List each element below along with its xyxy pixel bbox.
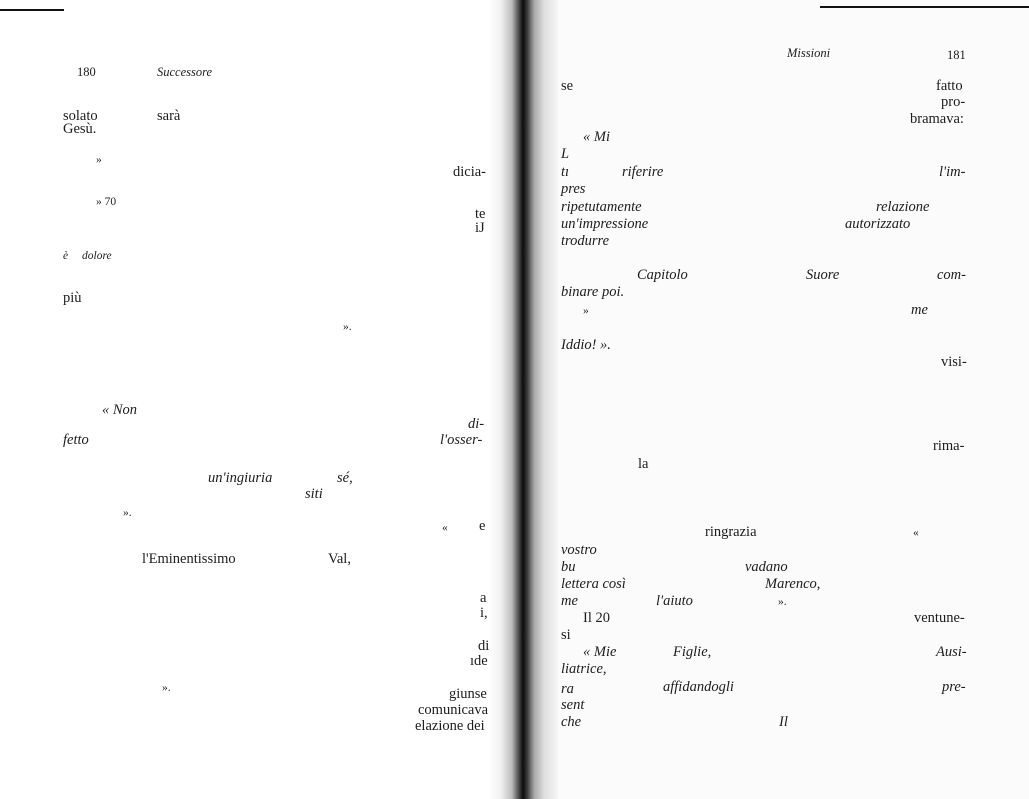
text-fragment: elazione dei [415, 718, 485, 734]
text-fragment: riferire [622, 164, 664, 180]
text-fragment: dolore [82, 250, 112, 262]
text-fragment: me [911, 302, 928, 318]
text-fragment: i, [480, 605, 488, 621]
text-fragment: liatrice, [561, 661, 607, 677]
text-fragment: sent [561, 697, 585, 713]
text-fragment: Suore [806, 267, 840, 283]
left-header-rule [0, 9, 64, 11]
text-fragment: » [96, 154, 102, 166]
text-fragment: vadano [745, 559, 788, 575]
text-fragment: ventune- [914, 610, 965, 626]
text-fragment: me [561, 593, 578, 609]
text-fragment: « [913, 527, 919, 539]
text-fragment: di- [468, 416, 485, 432]
text-fragment: ıde [470, 653, 488, 669]
text-fragment: autorizzato [845, 216, 911, 232]
text-fragment: bu [561, 559, 576, 575]
text-fragment: L [561, 146, 570, 162]
text-fragment: affidandogli [663, 679, 734, 695]
text-fragment: tı [561, 164, 570, 180]
text-fragment: Marenco, [765, 576, 821, 592]
text-fragment: lettera così [561, 576, 626, 592]
text-fragment: Iddio! ». [561, 337, 611, 353]
text-fragment: l'aiuto [656, 593, 693, 609]
text-fragment: siti [305, 486, 323, 502]
text-fragment: Val, [328, 551, 351, 567]
text-fragment: è [63, 250, 69, 262]
text-fragment: e [479, 518, 486, 534]
text-fragment: Capitolo [637, 267, 688, 283]
text-fragment: ». [778, 596, 787, 608]
text-fragment: fatto [936, 78, 963, 94]
text-fragment: » [583, 305, 589, 317]
text-fragment: ». [123, 507, 132, 519]
text-fragment: più [63, 290, 82, 306]
text-fragment: a [480, 590, 487, 606]
text-fragment: sarà [157, 108, 181, 124]
text-fragment: Ausi- [936, 644, 967, 660]
text-fragment: l'Eminentissimo [142, 551, 236, 567]
text-fragment: ringrazia [705, 524, 757, 540]
text-fragment: si [561, 627, 571, 643]
text-fragment: » 70 [96, 196, 117, 208]
text-fragment: un'impressione [561, 216, 649, 232]
text-fragment: giunse [449, 686, 487, 702]
text-fragment: Il [779, 714, 788, 730]
text-fragment: di [478, 638, 490, 654]
text-fragment: ». [162, 682, 171, 694]
text-fragment: un'ingiuria [208, 470, 273, 486]
right-header-rule [820, 6, 1029, 8]
text-fragment: Figlie, [673, 644, 712, 660]
text-fragment: solato [63, 108, 98, 124]
text-fragment: trodurre [561, 233, 610, 249]
text-fragment: com- [937, 267, 966, 283]
left-page-number: 180 [77, 65, 96, 79]
left-running-head: Successore [157, 65, 213, 79]
text-fragment: « Mie [583, 644, 617, 660]
text-fragment: comunicava [418, 702, 489, 718]
text-fragment: fetto [63, 432, 89, 448]
text-fragment: Gesù. [63, 121, 97, 137]
book-spine-shadow [488, 0, 558, 799]
text-fragment: « Mi [583, 129, 610, 145]
text-fragment: dicia- [453, 164, 487, 180]
text-fragment: ra [561, 681, 574, 697]
text-fragment: binare poi. [561, 284, 625, 300]
text-fragment: la [638, 456, 649, 472]
text-fragment: rima- [933, 438, 965, 454]
text-fragment: Il 20 [583, 610, 610, 626]
text-fragment: pro- [941, 94, 966, 110]
text-fragment: che [561, 714, 582, 730]
text-fragment: bramava: [910, 111, 964, 127]
text-fragment: se [561, 78, 574, 94]
text-fragment: sé, [337, 470, 353, 486]
text-fragment: relazione [876, 199, 930, 215]
text-fragment: visi- [941, 354, 967, 370]
text-fragment: ». [343, 321, 352, 333]
text-fragment: pres [561, 181, 586, 197]
text-fragment: vostro [561, 542, 597, 558]
right-running-head: Missioni [787, 46, 831, 60]
text-fragment: iJ [475, 220, 485, 236]
right-page-number: 181 [947, 48, 966, 62]
text-fragment: « [442, 522, 448, 534]
text-fragment: « Non [102, 402, 138, 418]
text-fragment: pre- [942, 679, 966, 695]
text-fragment: te [475, 206, 486, 222]
text-fragment: ripetutamente [561, 199, 642, 215]
text-fragment: l'osser- [440, 432, 483, 448]
text-fragment: l'im- [939, 164, 966, 180]
